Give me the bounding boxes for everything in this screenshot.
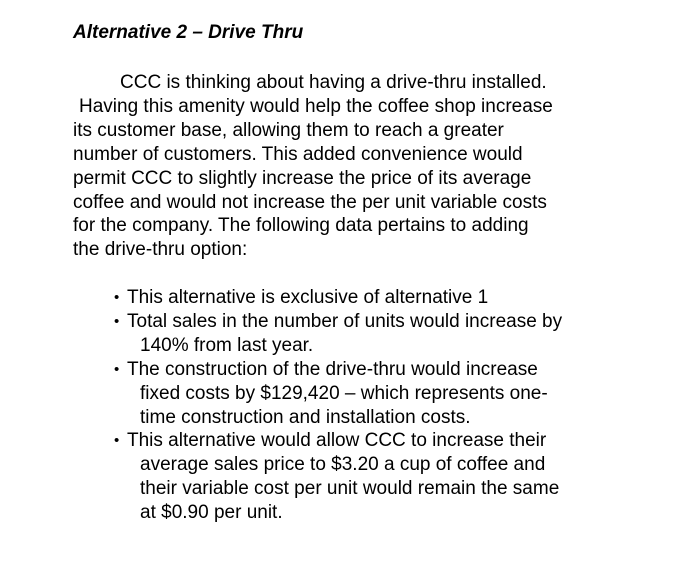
list-item xyxy=(114,358,634,430)
paragraph-line: CCC is thinking about having a drive-thru installed. xyxy=(120,72,547,93)
list-item-line: 140% from last year. xyxy=(140,334,314,356)
drive-thru-data-list xyxy=(114,286,634,525)
list-item xyxy=(114,310,634,358)
list-item-line: their variable cost per unit would remain the same xyxy=(140,478,560,500)
list-item-line: time construction and installation costs. xyxy=(140,406,471,428)
list-item xyxy=(114,429,634,525)
list-item-line: This alternative is exclusive of alternative 1 xyxy=(127,287,489,308)
intro-paragraph xyxy=(73,71,633,262)
list-item-line: fixed costs by $129,420 – which represents one- xyxy=(140,382,548,404)
paragraph-line: permit CCC to slightly increase the price of its average xyxy=(73,167,532,189)
list-item xyxy=(114,286,634,310)
paragraph-line: for the company. The following data pertains to adding xyxy=(73,215,529,237)
bullet-icon: • xyxy=(114,289,120,306)
list-item-line: average sales price to $3.20 a cup of coffee and xyxy=(140,454,546,476)
bullet-icon: • xyxy=(114,432,120,450)
bullet-icon: • xyxy=(114,312,120,330)
paragraph-line: the drive-thru option: xyxy=(73,239,248,261)
paragraph-line: number of customers. This added convenience would xyxy=(73,143,523,165)
section-title: Alternative 2 – Drive Thru xyxy=(73,22,304,43)
bullet-icon: • xyxy=(114,360,120,378)
list-item-line: This alternative would allow CCC to increase their xyxy=(127,430,547,452)
list-item-line: Total sales in the number of units would increase by xyxy=(127,310,563,332)
paragraph-line: Having this amenity would help the coffee shop increase xyxy=(79,95,553,117)
paragraph-line: its customer base, allowing them to reach a greater xyxy=(73,119,504,141)
paragraph-line: coffee and would not increase the per unit variable costs xyxy=(73,191,547,213)
list-item-line: at $0.90 per unit. xyxy=(140,502,283,524)
list-item-line: The construction of the drive-thru would increase xyxy=(127,358,538,380)
